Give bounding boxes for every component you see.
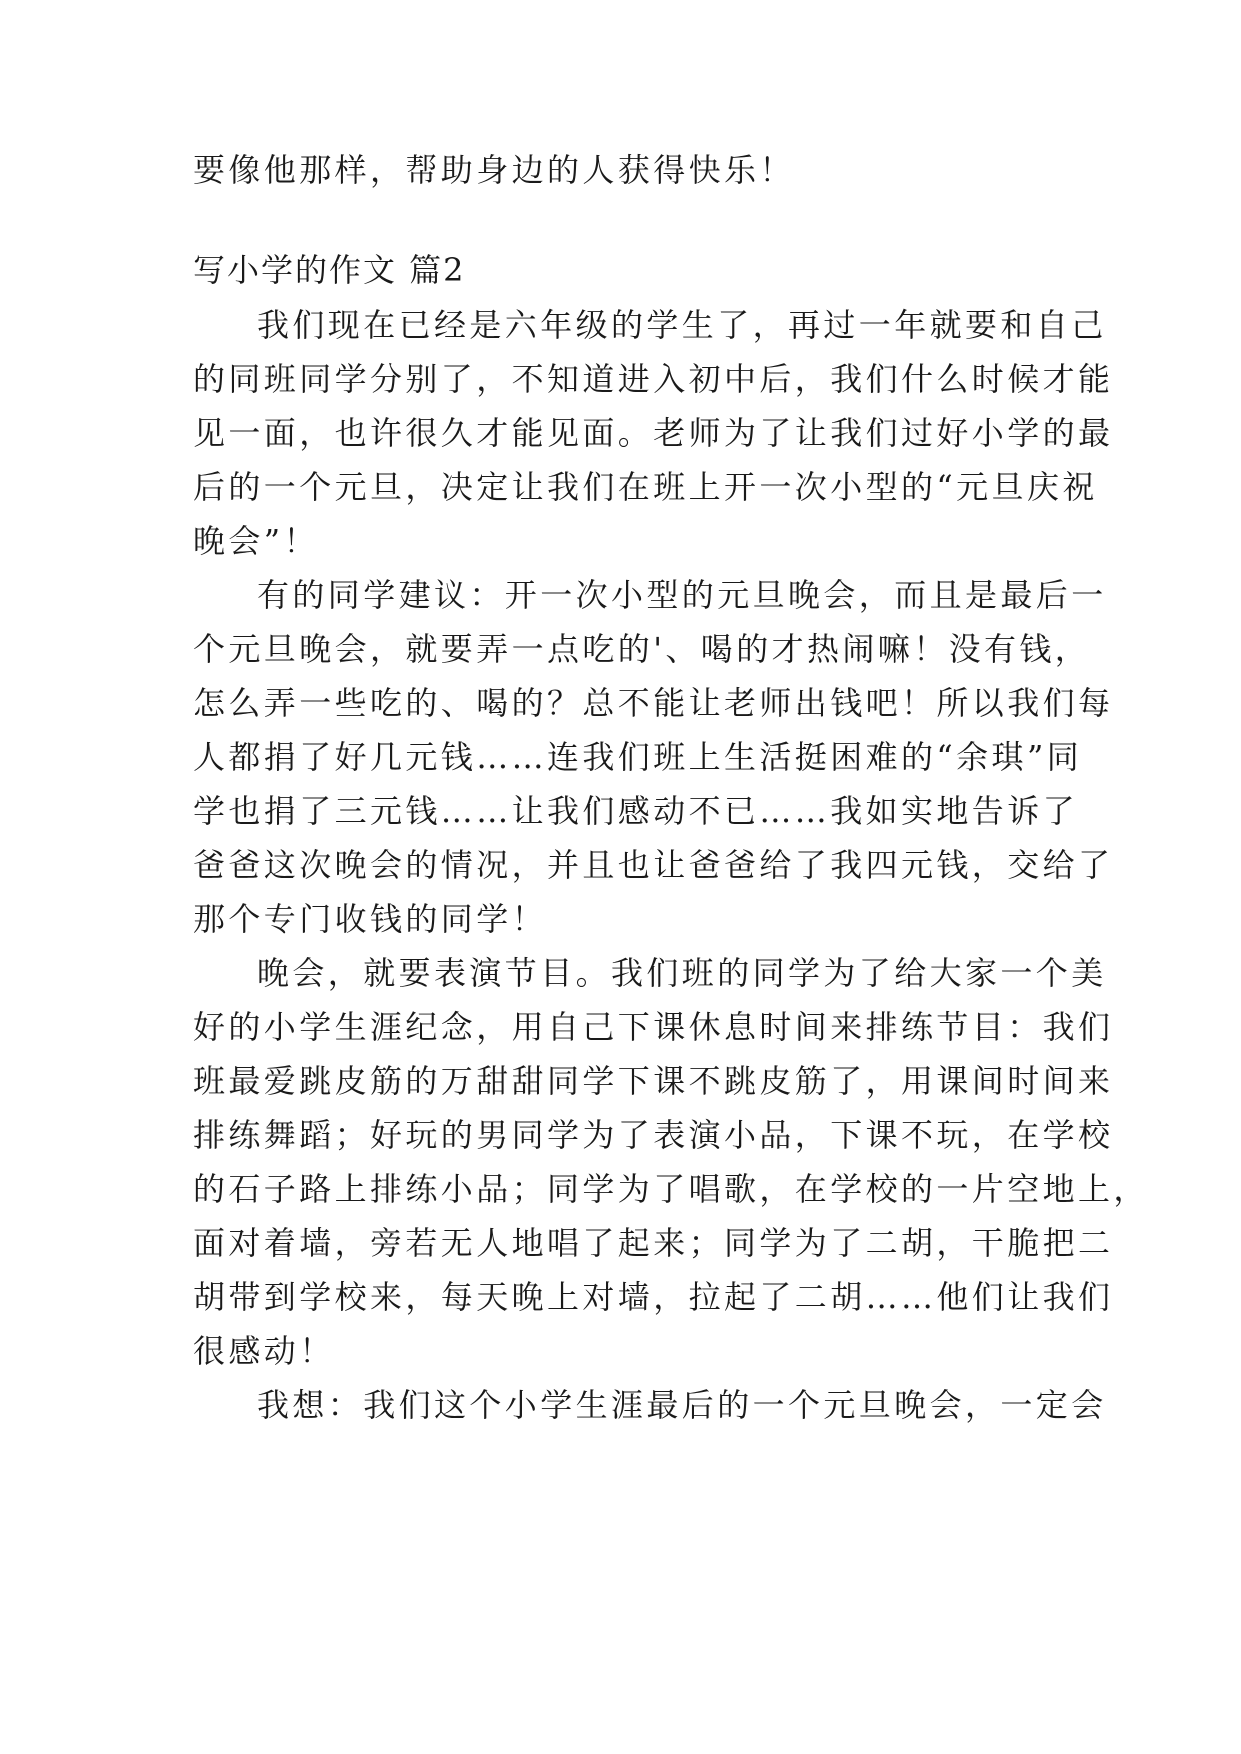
paragraph-2-line-3: 怎么弄一些吃的、喝的？总不能让老师出钱吧！所以我们每 [193,684,1114,722]
paragraph-3-line-1: 晚会，就要表演节目。我们班的同学为了给大家一个美 [257,954,1107,992]
paragraph-2-line-6: 爸爸这次晚会的情况，并且也让爸爸给了我四元钱，交给了 [193,846,1114,884]
paragraph-3-line-3: 班最爱跳皮筋的万甜甜同学下课不跳皮筋了，用课间时间来 [193,1062,1114,1100]
paragraph-2-line-7: 那个专门收钱的同学！ [193,900,548,938]
essay-heading: 写小学的作文 篇2 [193,251,466,289]
paragraph-3-line-2: 好的小学生涯纪念，用自己下课休息时间来排练节目：我们 [193,1008,1114,1046]
closing-line-previous-essay: 要像他那样，帮助身边的人获得快乐！ [193,151,795,189]
paragraph-3-line-8: 很感动！ [193,1332,335,1370]
paragraph-2-line-1: 有的同学建议：开一次小型的元旦晚会，而且是最后一 [257,576,1107,614]
paragraph-1-line-2: 的同班同学分别了，不知道进入初中后，我们什么时候才能 [193,360,1114,398]
paragraph-1-line-4: 后的一个元旦，决定让我们在班上开一次小型的“元旦庆祝 [193,468,1098,506]
paragraph-3-line-7: 胡带到学校来，每天晚上对墙，拉起了二胡……他们让我们 [193,1278,1114,1316]
paragraph-1-line-3: 见一面，也许很久才能见面。老师为了让我们过好小学的最 [193,414,1114,452]
paragraph-2-line-5: 学也捐了三元钱……让我们感动不已……我如实地告诉了 [193,792,1079,830]
paragraph-4-line-1: 我想：我们这个小学生涯最后的一个元旦晚会，一定会 [257,1386,1107,1424]
paragraph-3-line-4: 排练舞蹈；好玩的男同学为了表演小品，下课不玩，在学校 [193,1116,1114,1154]
paragraph-1-line-5: 晚会”！ [193,522,319,560]
paragraph-2-line-4: 人都捐了好几元钱……连我们班上生活挺困难的“余琪”同 [193,738,1083,776]
paragraph-1-line-1: 我们现在已经是六年级的学生了，再过一年就要和自己 [257,306,1107,344]
paragraph-3-line-5: 的石子路上排练小品；同学为了唱歌，在学校的一片空地上， [193,1170,1149,1208]
paragraph-2-line-2: 个元旦晚会，就要弄一点吃的'、喝的才热闹嘛！没有钱， [193,630,1091,668]
paragraph-3-line-6: 面对着墙，旁若无人地唱了起来；同学为了二胡，干脆把二 [193,1224,1114,1262]
